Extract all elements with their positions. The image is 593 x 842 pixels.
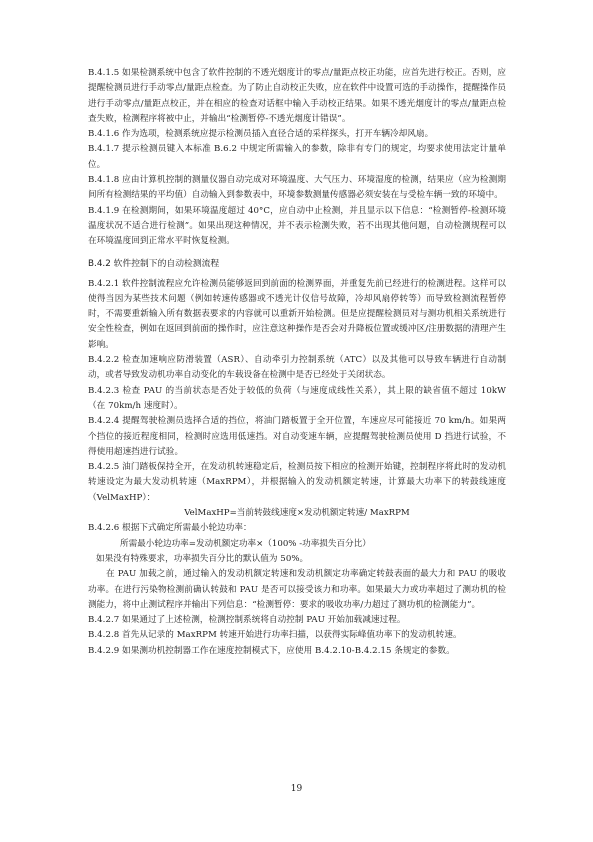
paragraph-b422: B.4.2.2 检查加速响应防滑装置（ASR）、自动牵引力控制系统（ATC）以及其他可以导致车辆进行自动制动，或者导致发动机功率自动变化的车载设备在检测中是否已经处于关闭状态。 (88, 355, 506, 381)
paragraph-b421: B.4.2.1 软件控制流程应允许检测员能够返回到前面的检测界面，并重复先前已经进行的检测进程。这样可以使得当因为某些技术问题（例如转速传感器或不透光计仪信号故障，冷却风扇停转等）而导致检测流程暂停时，不需要重新输入所有数据表要求的内容就可以重新开始检测。但是应提醒检测员对与测功机相关系统进行安全性检查，例如在返回到前面的操作时，应注意这种操作是否会对升降板位置或缓冲区/注册数据的清理产生影响。 (88, 278, 506, 350)
paragraph-b415: B.4.1.5 如果检测系统中包含了软件控制的不透光烟度计的零点/量距点校正功能，应首先进行校正。否则，应提醒检测员进行手动零点/量距点检查。为了防止自动校正失败，应在软件中设置可选的手动操作，提醒操作员进行手动零点/量距点校正，并在相应的检查对话框中输入手动校正结果。如果不透光烟度计的零点/量距点检查失败，检测程序将被中止，并输出“检测暂停-不透光烟度计错误”。 (88, 68, 506, 124)
paragraph-default-loss: 如果没有特殊要求，功率损失百分比的默认值为 50%。 (96, 553, 309, 564)
paragraph-b425: B.4.2.5 油门踏板保持全开，在发动机转速稳定后，检测员按下相应的检测开始键，控制程序将此时的发动机转速设定为最大发动机转速（MaxRPM），并根据输入的发动机额定转速，计算最大功率下的转鼓线速度（VelMaxHP）： (88, 462, 506, 503)
paragraph-pau-loading: 在 PAU 加载之前，通过输入的发动机额定转速和发动机额定功率确定转鼓表面的最大力和 PAU 的吸收功率。在进行污染物检测前确认转鼓和 PAU 是否可以接受该力和功率。如果最大力或功率超过了测功机的检测能力，将中止测试程序并输出下列信息：“检测暂停：要求的吸收功率/力超过了测功机的检测能力”。 (88, 569, 506, 610)
document-body (88, 66, 506, 659)
paragraph-b427: B.4.2.7 如果通过了上述检测，检测控制系统将自动控制 PAU 开始加载减速过程。 (88, 615, 406, 626)
paragraph-b423: B.4.2.3 检查 PAU 的当前状态是否处于较低的负荷（与速度成线性关系），其上限的缺省值不超过 10kW（在 70km/h 速度时）。 (88, 385, 506, 411)
paragraph-b428: B.4.2.8 首先从记录的 MaxRPM 转速开始进行功率扫描，以获得实际峰值功率下的发动机转速。 (88, 630, 462, 641)
paragraph-b417: B.4.1.7 提示检测员键入本标准 B.6.2 中规定所需输入的参数，除非有专门的规定，均要求使用法定计量单位。 (88, 144, 506, 170)
page-number: 19 (290, 784, 303, 794)
paragraph-b419: B.4.1.9 在检测期间，如果环境温度超过 40°C，应自动中止检测，并且显示以下信息：“检测暂停-检测环境温度状况不适合进行检测”。如果出现这种情况，并不表示检测失败，若不出现其他问题，自动检测规程可以在环境温度回到正常水平时恢复检测。 (88, 205, 506, 247)
paragraph-b418: B.4.1.8 应由计算机控制的测量仪器自动完成对环境温度、大气压力、环境湿度的检测，结果应（应为检测期间所有检测结果的平均值）自动输入到参数表中，环境参数测量传感器必须安装在与受检车辆一致的环境中。 (88, 175, 506, 201)
paragraph-b429: B.4.2.9 如果测功机控制器工作在速度控制模式下，应使用 B.4.2.10-B.4.2.15 条规定的参数。 (88, 645, 455, 656)
paragraph-b424: B.4.2.4 提醒驾驶检测员选择合适的挡位，将油门踏板置于全开位置，车速应尽可能接近 70 km/h。如果两个挡位的接近程度相同，检测时应选用低速挡。对自动变速车辆，应提醒驾驶检测员使用 D 挡进行试验，不得使用超速挡进行试验。 (88, 416, 506, 457)
formula-velmaxhp: VelMaxHP=当前转鼓线速度×发动机额定转速/ MaxRPM (184, 508, 410, 519)
section-heading-b42: B.4.2 软件控制下的自动检测流程 (88, 258, 220, 269)
paragraph-b426: B.4.2.6 根据下式确定所需最小轮边功率： (88, 523, 252, 534)
formula-min-wheel-power: 所需最小轮边功率=发动机额定功率×（100% -功率损失百分比） (120, 538, 371, 549)
paragraph-b416: B.4.1.6 作为选项，检测系统应提示检测员插入直径合适的采样探头，打开车辆冷却风扇。 (88, 129, 434, 140)
